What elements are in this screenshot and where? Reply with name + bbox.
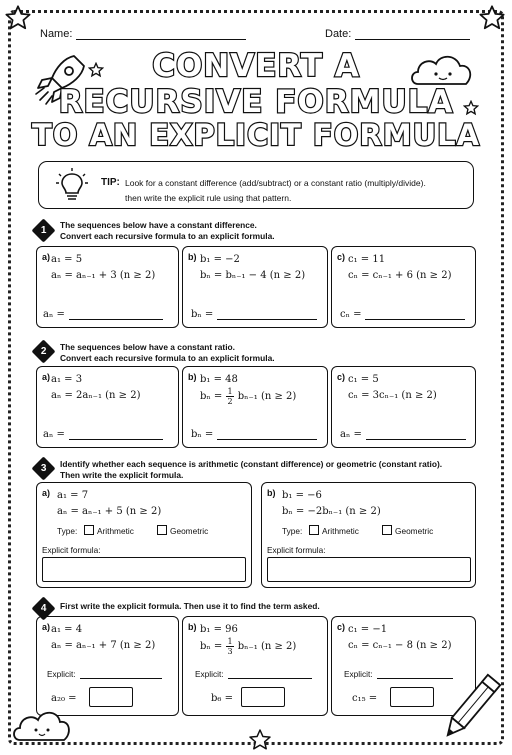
- title-line-3: TO AN EXPLICIT FORMULA: [31, 118, 481, 152]
- star-icon: [478, 4, 506, 32]
- section-3-instructions: Identify whether each sequence is arithmetic (constant difference) or geometric (constant ratio). Then write the explicit formula.: [60, 459, 443, 480]
- explicit-formula-input-3b[interactable]: [267, 557, 471, 582]
- tip-box: [38, 161, 474, 209]
- term-input-4c[interactable]: [390, 687, 434, 707]
- tip-label: TIP:: [101, 177, 120, 188]
- problem-2b: b) b₁ = 48 bₙ = $\frac{1}{2}$ bₙ₋₁ (n ≥ 2) bₙ =: [182, 366, 328, 448]
- lightbulb-icon: [53, 166, 91, 204]
- arithmetic-checkbox[interactable]: [84, 525, 94, 535]
- section-2-badge: 2: [31, 339, 55, 363]
- section-1-badge: 1: [31, 218, 55, 242]
- arithmetic-checkbox[interactable]: [309, 525, 319, 535]
- explicit-formula-input-3a[interactable]: [42, 557, 246, 582]
- name-blank[interactable]: [76, 30, 246, 40]
- tip-text-line1: Look for a constant difference (add/subtract) or a constant ratio (multiply/divide).: [125, 178, 426, 188]
- term-input-4b[interactable]: [241, 687, 285, 707]
- term-input-4a[interactable]: [89, 687, 133, 707]
- answer-1b[interactable]: bₙ =: [191, 309, 317, 320]
- geometric-checkbox[interactable]: [382, 525, 392, 535]
- problem-2c: c) c₁ = 5 cₙ = 3cₙ₋₁ (n ≥ 2) aₙ =: [331, 366, 476, 448]
- explicit-4b[interactable]: Explicit:: [195, 669, 312, 679]
- problem-3a: a) a₁ = 7 aₙ = aₙ₋₁ + 5 (n ≥ 2) Type: Arithmetic Geometric Explicit formula:: [36, 482, 252, 588]
- star-icon: [248, 728, 272, 752]
- problem-2a: a) a₁ = 3 aₙ = 2aₙ₋₁ (n ≥ 2) aₙ =: [36, 366, 179, 448]
- date-blank[interactable]: [355, 30, 470, 40]
- section-1-instructions: The sequences below have a constant difference. Convert each recursive formula to an explicit formula.: [60, 220, 275, 241]
- explicit-4c[interactable]: Explicit:: [344, 669, 453, 679]
- problem-3b: b) b₁ = −6 bₙ = −2bₙ₋₁ (n ≥ 2) Type: Arithmetic Geometric Explicit formula:: [261, 482, 476, 588]
- name-label: Name:: [40, 28, 73, 40]
- problem-1c: c) c₁ = 11 cₙ = cₙ₋₁ + 6 (n ≥ 2) cₙ =: [331, 246, 476, 328]
- explicit-4a[interactable]: Explicit:: [47, 669, 162, 679]
- tip-text-line2: then write the explicit rule using that pattern.: [125, 193, 292, 203]
- name-field[interactable]: [40, 28, 246, 40]
- cloud-icon: [12, 702, 72, 746]
- title-line-2: RECURSIVE FORMULA: [58, 84, 454, 120]
- section-2-instructions: The sequences below have a constant ratio. Convert each recursive formula to an explicit formula.: [60, 342, 275, 363]
- problem-4b: b) b₁ = 96 bₙ = $\frac{1}{3}$ bₙ₋₁ (n ≥ 2) Explicit: b₆ =: [182, 616, 328, 716]
- section-3-badge: 3: [31, 456, 55, 480]
- star-icon: [4, 4, 32, 32]
- title-line-1: CONVERT A: [152, 48, 360, 84]
- answer-2b[interactable]: bₙ =: [191, 429, 317, 440]
- problem-4c: c) c₁ = −1 cₙ = cₙ₋₁ − 8 (n ≥ 2) Explicit: c₁₅ =: [331, 616, 476, 716]
- problem-1b: b) b₁ = −2 bₙ = bₙ₋₁ − 4 (n ≥ 2) bₙ =: [182, 246, 328, 328]
- date-field[interactable]: [325, 28, 470, 40]
- problem-4a: a) a₁ = 4 aₙ = aₙ₋₁ + 7 (n ≥ 2) Explicit: a₂₀ =: [36, 616, 179, 716]
- answer-1c[interactable]: cₙ =: [340, 309, 465, 320]
- answer-2c[interactable]: aₙ =: [340, 429, 466, 440]
- section-4-badge: 4: [31, 596, 55, 620]
- answer-2a[interactable]: aₙ =: [43, 429, 163, 440]
- date-label: Date:: [325, 28, 352, 40]
- geometric-checkbox[interactable]: [157, 525, 167, 535]
- problem-1a: a) a₁ = 5 aₙ = aₙ₋₁ + 3 (n ≥ 2) aₙ =: [36, 246, 179, 328]
- answer-1a[interactable]: aₙ =: [43, 309, 163, 320]
- section-4-instructions: First write the explicit formula. Then use it to find the term asked.: [60, 601, 320, 611]
- pencil-icon: [436, 668, 506, 750]
